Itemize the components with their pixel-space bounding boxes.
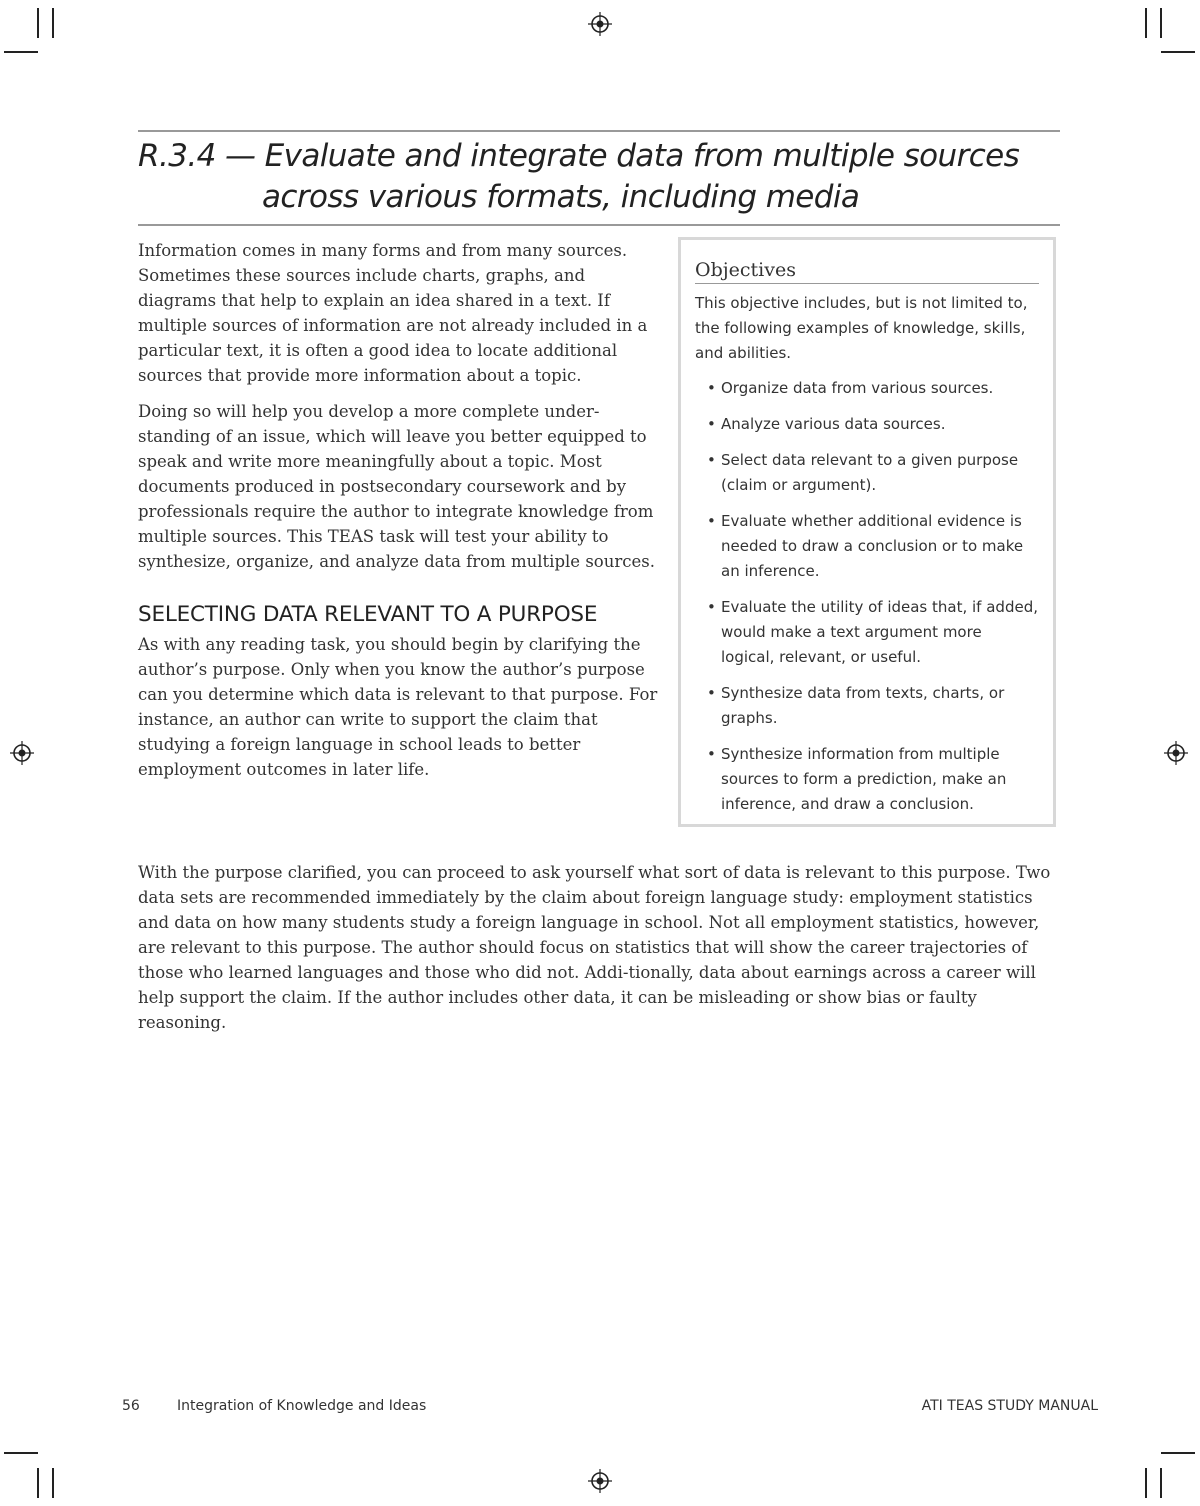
objective-text: Organize data from various sources. — [721, 379, 994, 397]
objectives-title: Objectives — [695, 259, 1039, 284]
title-line-1: R.3.4 — Evaluate and integrate data from multiple sources — [138, 138, 1020, 174]
objective-text: Analyze various data sources. — [721, 415, 946, 433]
objectives-box — [678, 237, 1056, 827]
crop-mark — [1160, 1468, 1162, 1498]
bullet-icon: • — [707, 451, 716, 469]
objectives-intro: This objective includes, but is not limited to, the following examples of knowledge, skills, and abilities. — [695, 294, 1028, 362]
title-line-2: across various formats, including media — [262, 179, 860, 215]
list-item — [695, 509, 1039, 584]
crop-mark — [52, 8, 54, 38]
section-heading: SELECTING DATA RELEVANT TO A PURPOSE — [138, 602, 598, 627]
crop-mark — [37, 1468, 39, 1498]
objective-text: Select data relevant to a given purpose (claim or argument). — [721, 451, 1019, 494]
list-item — [695, 681, 1039, 731]
page-number: 56 — [122, 1398, 140, 1414]
crop-mark — [1161, 51, 1195, 53]
registration-mark-icon — [1164, 741, 1188, 765]
registration-mark-icon — [10, 741, 34, 765]
intro-paragraph: Doing so will help you develop a more complete under-standing of an issue, which will leave you better equipped to speak and write more meaningfully about a topic. Most documents produced in postsecondary coursework and by professionals require the author to integrate knowledge from multiple sources. This TEAS task will test your ability to synthesize, organize, and analyze data from multiple sources. — [138, 402, 655, 571]
registration-mark-icon — [588, 12, 612, 36]
manual-title: ATI TEAS STUDY MANUAL — [921, 1398, 1098, 1414]
list-item — [695, 595, 1039, 670]
bullet-icon: • — [707, 415, 716, 433]
crop-mark — [1145, 8, 1147, 38]
objective-text: Synthesize data from texts, charts, or graphs. — [721, 684, 1005, 727]
bullet-icon: • — [707, 598, 716, 616]
crop-mark — [1160, 8, 1162, 38]
registration-mark-icon — [588, 1469, 612, 1493]
list-item — [695, 742, 1039, 817]
objective-text: Evaluate whether additional evidence is needed to draw a conclusion or to make an inference. — [721, 512, 1024, 580]
crop-mark — [52, 1468, 54, 1498]
section-paragraph: With the purpose clarified, you can proceed to ask yourself what sort of data is relevant to this purpose. Two data sets are recommended immediately by the claim about foreign language study: employment statistics and data on how many students study a foreign language in school. Not all employment statistics, however, are relevant to this purpose. The author should focus on statistics that will show the career trajectories of those who learned languages and those who did not. Addi-tionally, data about earnings across a career will help support the claim. If the author includes other data, it can be misleading or show bias or faulty reasoning. — [138, 863, 1051, 1032]
objectives-list — [695, 376, 1039, 817]
bullet-icon: • — [707, 684, 716, 702]
crop-mark — [4, 1452, 38, 1454]
chapter-title: Integration of Knowledge and Ideas — [177, 1398, 427, 1414]
list-item — [695, 376, 1039, 401]
page-title — [138, 130, 1060, 226]
list-item — [695, 412, 1039, 437]
crop-mark — [1161, 1452, 1195, 1454]
crop-mark — [1145, 1468, 1147, 1498]
bullet-icon: • — [707, 512, 716, 530]
intro-paragraph: Information comes in many forms and from many sources. Sometimes these sources include charts, graphs, and diagrams that help to explain an idea shared in a text. If multiple sources of information are not already included in a particular text, it is often a good idea to locate additional sources that provide more information about a topic. — [138, 241, 648, 385]
main-column — [138, 238, 658, 793]
bullet-icon: • — [707, 745, 716, 763]
section-paragraph: As with any reading task, you should begin by clarifying the author’s purpose. Only when you know the author’s purpose can you determine which data is relevant to that purpose. For instance, an author can write to support the claim that studying a foreign language in school leads to better employment outcomes in later life. — [138, 635, 658, 779]
crop-mark — [37, 8, 39, 38]
bullet-icon: • — [707, 379, 716, 397]
list-item — [695, 448, 1039, 498]
objective-text: Synthesize information from multiple sources to form a prediction, make an inference, and draw a conclusion. — [721, 745, 1007, 813]
crop-mark — [4, 51, 38, 53]
objective-text: Evaluate the utility of ideas that, if added, would make a text argument more logical, relevant, or useful. — [721, 598, 1038, 666]
